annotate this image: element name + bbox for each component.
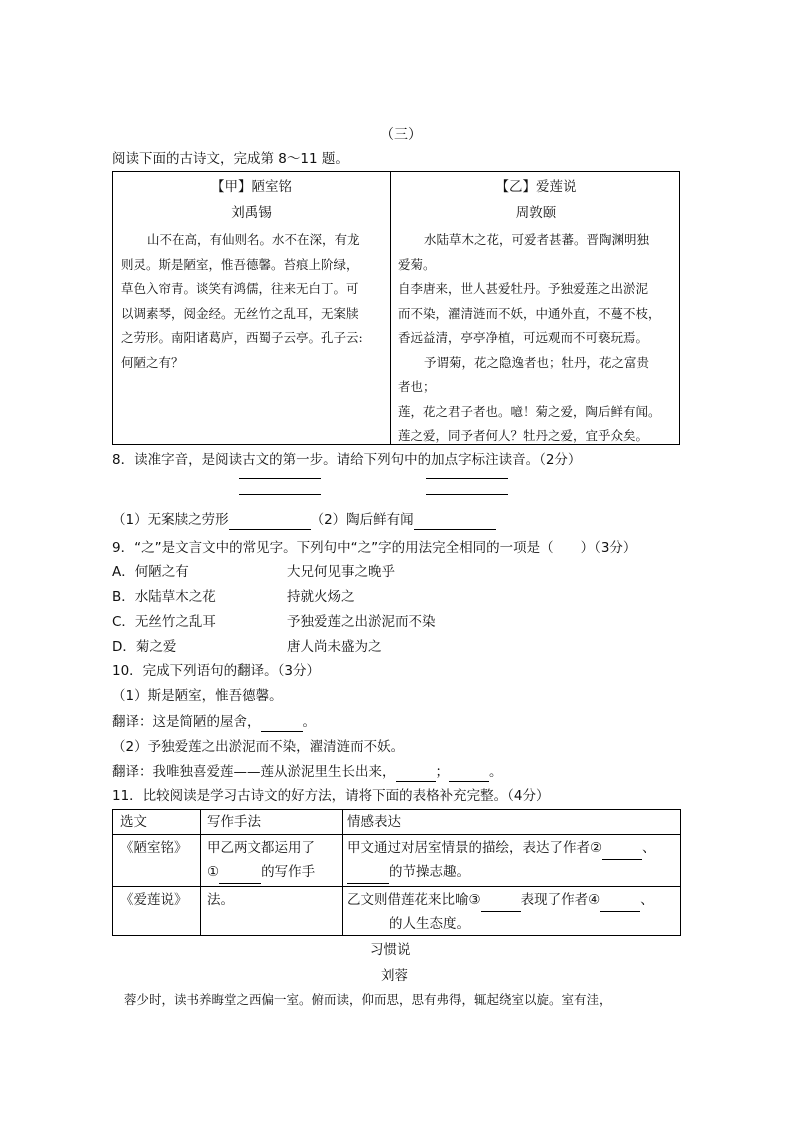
q10-sentence-1: （1）斯是陋室，惟吾德馨。	[112, 688, 283, 704]
passage-yi	[391, 172, 681, 444]
next-passage-author: 刘蓉	[381, 968, 408, 984]
q9-option-a: A．何陋之有	[112, 564, 189, 580]
q8-pinyin-line	[426, 494, 508, 495]
q8-answer-blank[interactable]	[229, 513, 311, 530]
q11-blank-2b[interactable]	[347, 868, 389, 884]
q10-stem: 10．完成下列语句的翻译。（3分）	[112, 663, 321, 679]
passage-line: 莲之爱，同予者何人？牡丹之爱，宜乎众矣。	[398, 428, 649, 443]
q11-row1-work: 《陋室铭》	[120, 840, 188, 856]
q8-answer-blank[interactable]	[414, 513, 496, 530]
passage-line: 香远益清，亭亭净植，可远观而不可亵玩焉。	[398, 330, 649, 345]
passage-line: 则灵。斯是陋室，惟吾德馨。苔痕上阶绿，	[121, 256, 359, 272]
q11-table: 选文 写作手法 情感表达 《陋室铭》 甲乙两文都运用了 ① 的写作手 甲文通过对居室情景的描绘，表达了作者② 、 的节操志趣。 《爱莲说》 法。 乙文则借莲花来比喻③ 表现了作者④ 、 的人生态度。	[112, 809, 681, 936]
q11-row2-emotion: 乙文则借莲花来比喻③	[347, 892, 481, 908]
passage-line: 水陆草木之花，可爱者甚蕃。晋陶渊明独	[424, 232, 650, 247]
q9-option-c-pair: 予独爱莲之出淤泥而不染	[287, 614, 436, 630]
passage-jia	[113, 172, 390, 444]
q11-header-emotion: 情感表达	[347, 814, 401, 830]
q8-pinyin-line	[426, 478, 508, 479]
q10-sentence-2: （2）予独爱莲之出淤泥而不染，濯清涟而不妖。	[112, 739, 405, 755]
passage-line: 何陋之有？	[121, 354, 184, 370]
passage-line: 爱菊。	[398, 256, 436, 272]
next-passage-line: 蓉少时，读书养晦堂之西偏一室。俯而读，仰而思，思有弗得，辄起绕室以旋。室有洼，	[124, 992, 612, 1007]
section-title: （三）	[380, 127, 422, 143]
passage-line: 莲，花之君子者也。噫！菊之爱，陶后鲜有闻。	[398, 403, 661, 419]
q11-blank-3[interactable]	[481, 896, 521, 912]
q8-item1: （1）无案牍之劳形	[112, 512, 229, 528]
passage-yi-title: 【乙】爱莲说	[495, 179, 577, 195]
q9-option-d: D．菊之爱	[112, 639, 177, 655]
passage-line: 山不在高，有仙则名。水不在深，有龙	[147, 232, 360, 247]
q10-blank[interactable]	[396, 766, 436, 782]
q9-option-a-pair: 大兄何见事之晚乎	[287, 564, 395, 580]
q9-option-c: C．无丝竹之乱耳	[112, 614, 216, 630]
q9-option-b: B．水陆草木之花	[112, 589, 216, 605]
passage-line: 自李唐来，世人甚爱牡丹。予独爱莲之出淤泥	[398, 281, 649, 296]
passage-table	[112, 171, 680, 445]
q10-blank[interactable]	[261, 716, 303, 732]
q10-translation-2: 翻译：我唯独喜爱莲——莲从淤泥里生长出来，	[112, 764, 396, 780]
q8-item2: （2）陶后鲜有闻	[310, 512, 414, 528]
instruction: 阅读下面的古诗文，完成第 8～11 题。	[112, 151, 349, 167]
q11-row2-method: 法。	[207, 892, 234, 908]
q11-blank-4[interactable]	[600, 896, 640, 912]
q11-header-method: 写作手法	[207, 814, 261, 830]
q8-stem: 8．读准字音，是阅读古文的第一步。请给下列句中的加点字标注读音。（2分）	[112, 452, 582, 468]
passage-line: 而不染，濯清涟而不妖，中通外直，不蔓不枝，	[398, 305, 661, 321]
q8-pinyin-line	[239, 478, 321, 479]
passage-line: 者也；	[398, 379, 436, 394]
passage-jia-author: 刘禹锡	[231, 205, 272, 221]
passage-line: 之劳形。南阳诸葛庐，西蜀子云亭。孔子云:	[121, 330, 363, 345]
q10-translation-1: 翻译：这是简陋的屋舍，	[112, 714, 261, 730]
q11-blank-1[interactable]	[219, 868, 261, 884]
passage-jia-title: 【甲】陋室铭	[211, 179, 292, 195]
q11-row2-work: 《爱莲说》	[120, 892, 188, 908]
q9-option-b-pair: 持就火炀之	[287, 589, 355, 605]
q11-stem: 11．比较阅读是学习古诗文的好方法，请将下面的表格补充完整。（4分）	[112, 788, 550, 804]
q9-option-d-pair: 唐人尚未盛为之	[287, 639, 382, 655]
passage-line: 予谓菊，花之隐逸者也；牡丹，花之富贵	[424, 354, 650, 370]
passage-line: 草色入帘青。谈笑有鸿儒，往来无白丁。可	[121, 281, 359, 296]
q11-row1-emotion: 甲文通过对居室情景的描绘，表达了作者②	[347, 840, 603, 856]
passage-yi-author: 周敦颐	[515, 205, 557, 221]
q11-header-work: 选文	[120, 814, 147, 830]
q11-row1-method: 甲乙两文都运用了	[207, 840, 315, 856]
q11-blank-2[interactable]	[602, 844, 642, 860]
q8-pinyin-line	[239, 494, 321, 495]
q9-stem: 9．“之”是文言文中的常见字。下列句中“之”字的用法完全相同的一项是（ ）（3分）	[112, 540, 637, 556]
next-passage-title: 习惯说	[370, 942, 411, 958]
passage-line: 以调素琴，阅金经。无丝竹之乱耳，无案牍	[121, 305, 359, 321]
q10-blank[interactable]	[449, 766, 489, 782]
q11-blank-4b[interactable]	[347, 920, 389, 936]
